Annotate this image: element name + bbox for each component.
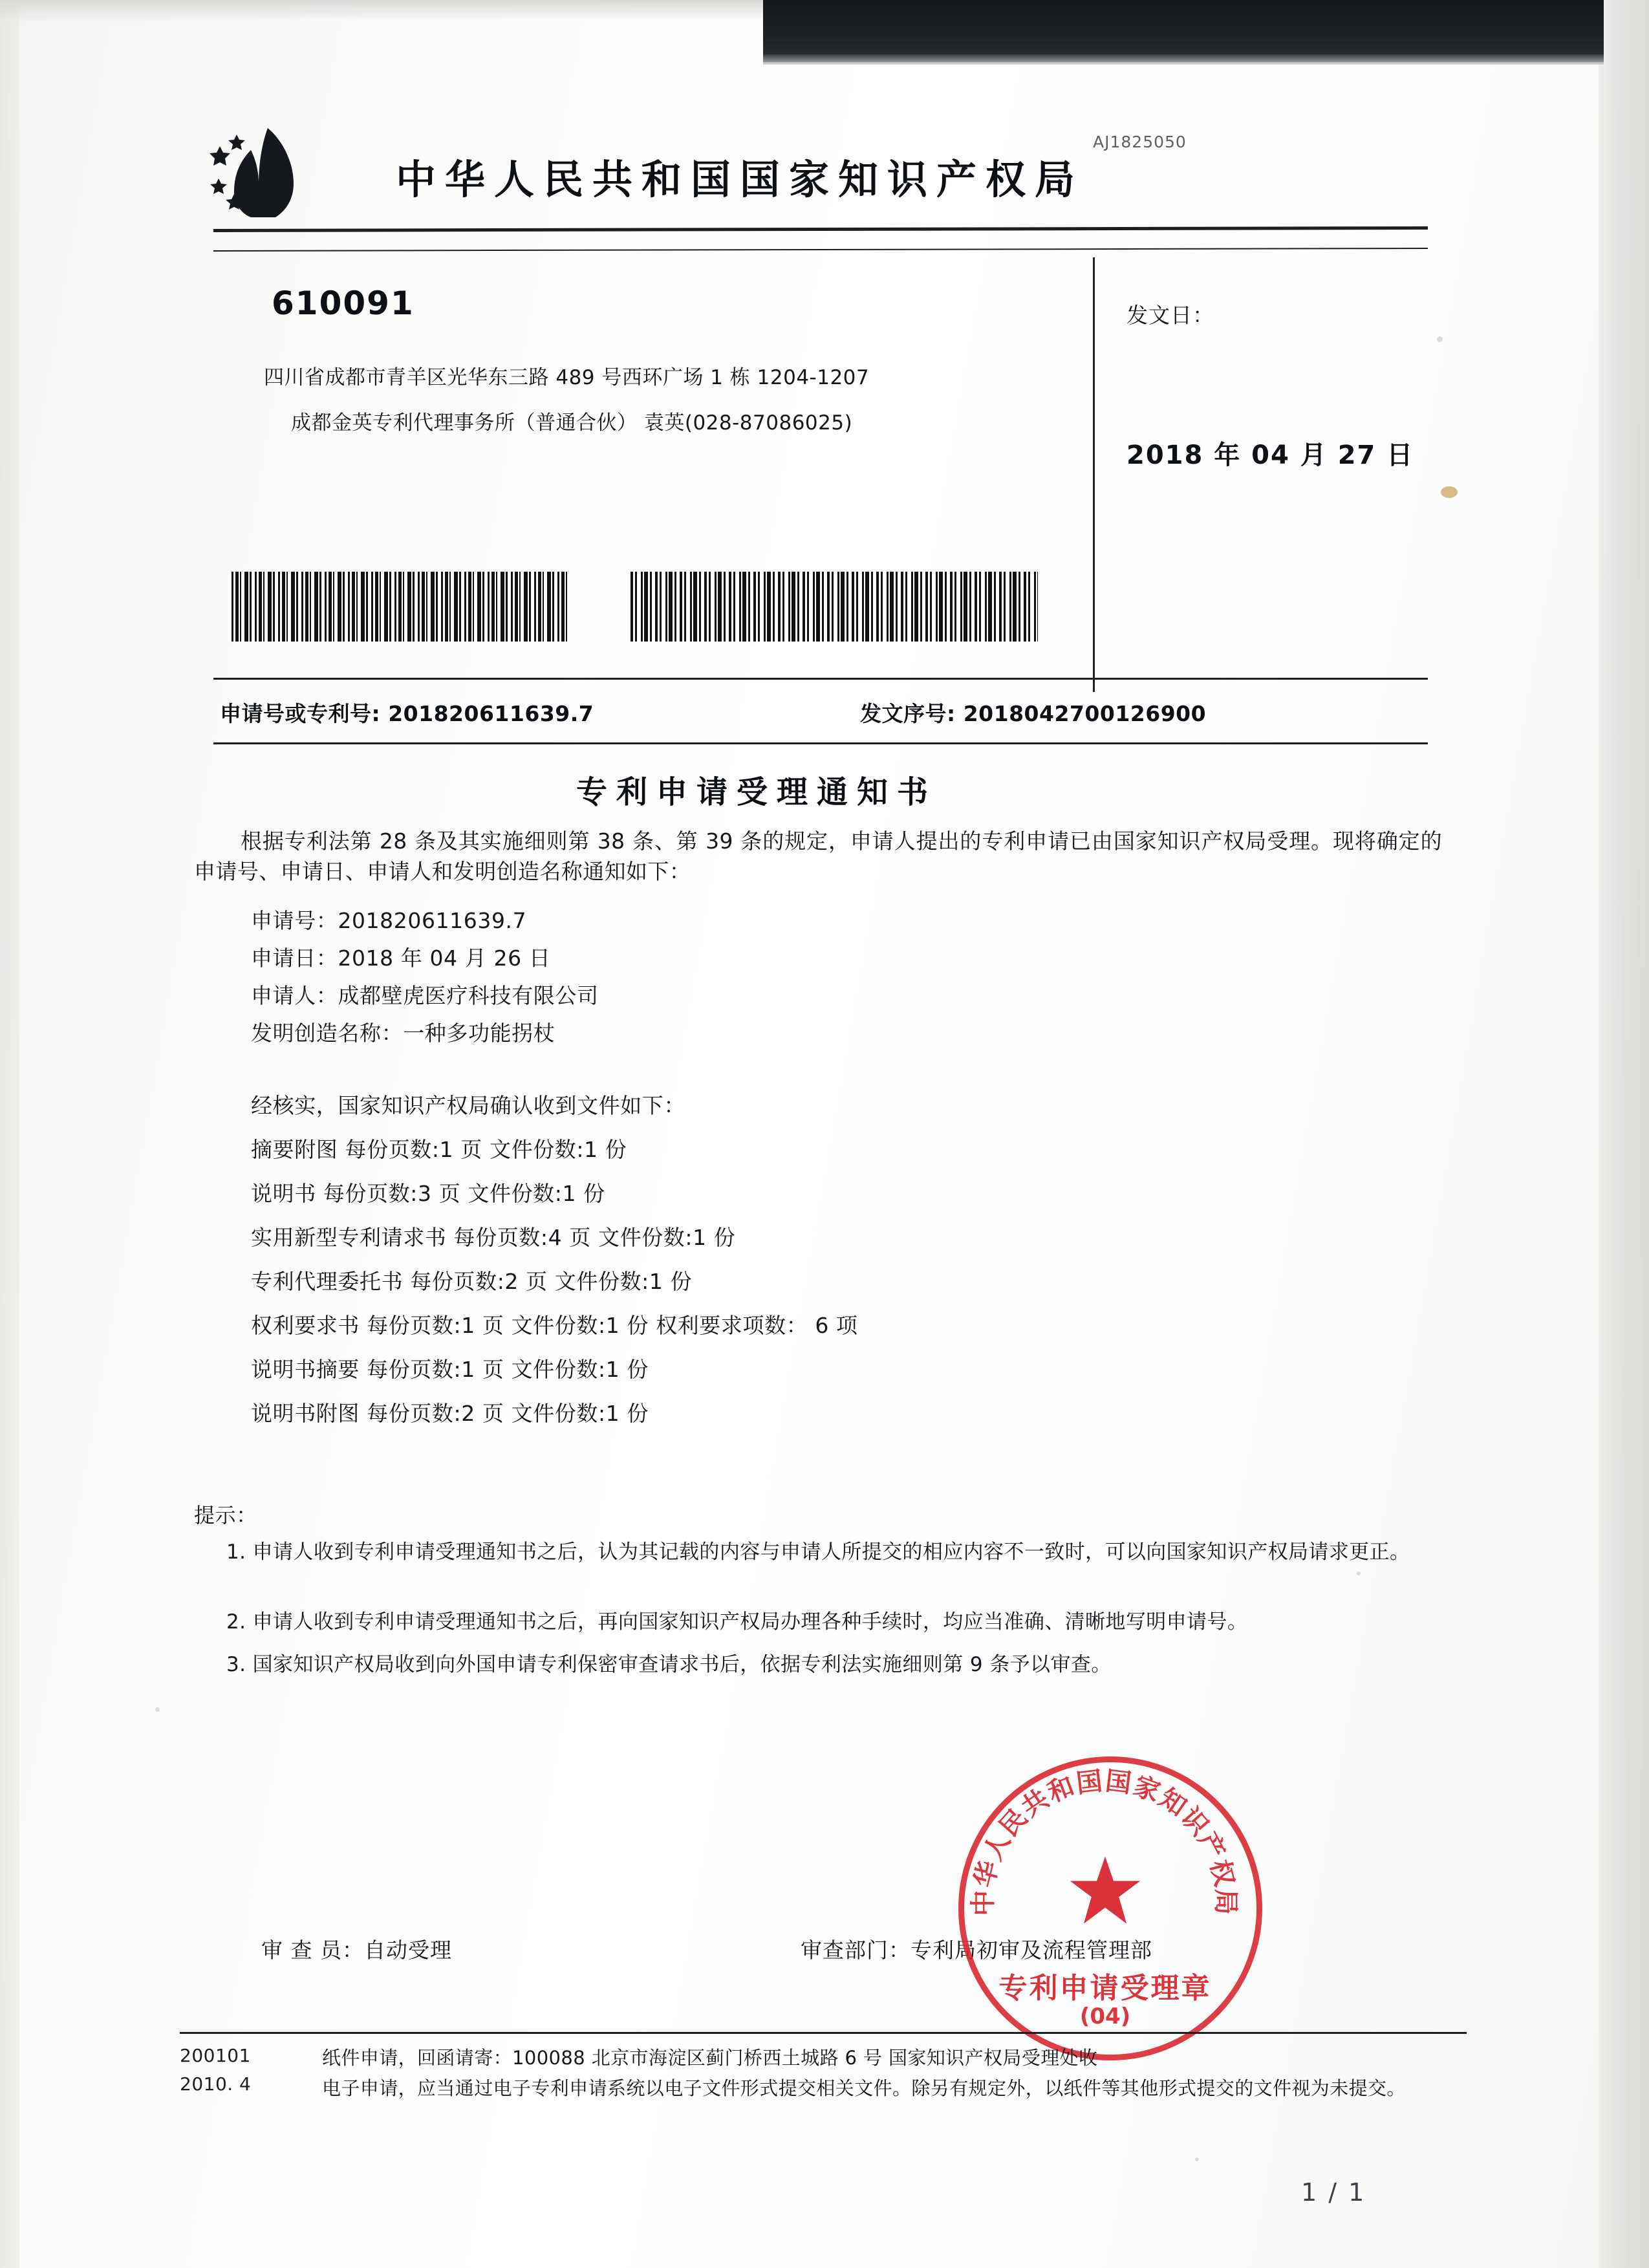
serial-number-label: 发文序号: xyxy=(860,701,956,726)
seal-center-text: 专利申请受理章 xyxy=(998,1972,1212,2005)
intro-paragraph: 根据专利法第 28 条及其实施细则第 38 条、第 39 条的规定，申请人提出的专利申请已由国家知识产权局受理。现将确定的申请号、申请日、申请人和发明创造名称通知如下： xyxy=(194,828,1442,884)
footer-line-1: 纸件申请，回函请寄：100088 北京市海淀区蓟门桥西土城路 6 号 国家知识产权局受理处收 xyxy=(322,2047,1098,2069)
list-item: 权利要求书 每份页数:1 页 文件份数:1 份 权利要求项数： 6 项 xyxy=(251,1313,858,1338)
svg-text:中华人民共和国国家知识产权局 xyxy=(969,1766,1240,1916)
note-item: 3. 国家知识产权局收到向外国申请专利保密审查请求书后，依据专利法实施细则第 9 条予以审查。 xyxy=(226,1653,1112,1676)
seal-code: (04) xyxy=(1079,2003,1131,2029)
field-invention-name: 发明创造名称：一种多功能拐杖 xyxy=(251,1021,555,1046)
serial-number-value: 2018042700126900 xyxy=(963,701,1207,726)
notes-heading: 提示： xyxy=(194,1503,257,1528)
application-number-label: 申请号或专利号: xyxy=(220,701,381,726)
department-line: 审查部门：专利局初审及流程管理部 xyxy=(801,1938,1152,1963)
page-number: 1 / 1 xyxy=(1301,2178,1366,2207)
list-item: 说明书 每份页数:3 页 文件份数:1 份 xyxy=(251,1181,605,1206)
rule-above-numbers xyxy=(213,678,1428,680)
national-ip-administration-emblem-icon xyxy=(206,124,329,221)
examiner-line: 审 查 员：自动受理 xyxy=(261,1938,452,1963)
list-item: 专利代理委托书 每份页数:2 页 文件份数:1 份 xyxy=(251,1269,693,1294)
address-line-2: 成都金英专利代理事务所（普通合伙） 袁英(028-87086025) xyxy=(291,411,853,435)
issue-date-label: 发文日： xyxy=(1126,303,1214,328)
seal-star-icon xyxy=(1067,1853,1143,1930)
barcode-serial-number xyxy=(630,572,1038,642)
list-item: 摘要附图 每份页数:1 页 文件份数:1 份 xyxy=(251,1137,627,1162)
application-number-row xyxy=(220,697,594,728)
scan-speck xyxy=(1357,1571,1361,1575)
footer-line-2: 电子申请，应当通过电子专利申请系统以电子文件形式提交相关文件。除另有规定外，以纸件等其他形式提交的文件视为未提交。 xyxy=(322,2077,1406,2099)
rule-below-numbers xyxy=(213,742,1428,744)
list-item: 说明书摘要 每份页数:1 页 文件份数:1 份 xyxy=(251,1357,649,1382)
official-red-seal xyxy=(958,1756,1261,2059)
field-application-date: 申请日：2018 年 04 月 26 日 xyxy=(251,945,551,971)
note-item: 2. 申请人收到专利申请受理通知书之后，再向国家知识产权局办理各种手续时，均应当准确、清晰地写明申请号。 xyxy=(226,1610,1248,1634)
field-application-number: 申请号：201820611639.7 xyxy=(251,908,527,933)
scan-speck xyxy=(1437,336,1443,342)
seal-ring xyxy=(958,1756,1262,2060)
document-code: AJ1825050 xyxy=(1093,133,1187,151)
barcode-application-number xyxy=(232,572,569,642)
issue-date-value: 2018 年 04 月 27 日 xyxy=(1126,440,1414,470)
footer-rule xyxy=(180,2032,1467,2034)
organization-title: 中华人民共和国国家知识产权局 xyxy=(396,156,1084,203)
list-item: 实用新型专利请求书 每份页数:4 页 文件份数:1 份 xyxy=(251,1225,736,1250)
header-rule-thick xyxy=(213,226,1428,232)
address-line-1: 四川省成都市青羊区光华东三路 489 号西环广场 1 栋 1204-1207 xyxy=(264,366,870,389)
list-item: 说明书附图 每份页数:2 页 文件份数:1 份 xyxy=(251,1401,649,1426)
footer-form-code: 200101 xyxy=(180,2045,251,2066)
documents-received-heading: 经核实，国家知识产权局确认收到文件如下： xyxy=(251,1093,685,1118)
serial-number-row xyxy=(860,697,1206,728)
header-rule-thin xyxy=(213,248,1428,252)
scan-speck xyxy=(155,1707,160,1712)
field-applicant: 申请人：成都壁虎医疗科技有限公司 xyxy=(251,983,599,1008)
document-title: 专利申请受理通知书 xyxy=(576,774,937,810)
application-number-value: 201820611639.7 xyxy=(388,701,594,726)
seal-arc-label: 中华人民共和国国家知识产权局 xyxy=(968,1766,1241,1916)
scan-speck xyxy=(1195,2157,1199,2161)
zip-code: 610091 xyxy=(272,285,415,322)
scan-smudge xyxy=(1441,486,1458,498)
footer-form-version: 2010. 4 xyxy=(180,2073,252,2095)
note-item: 1. 申请人收到专利申请受理通知书之后，认为其记载的内容与申请人所提交的相应内容不一致时，可以向国家知识产权局请求更正。 xyxy=(226,1540,1410,1564)
seal-arc-text xyxy=(958,1756,1251,2049)
